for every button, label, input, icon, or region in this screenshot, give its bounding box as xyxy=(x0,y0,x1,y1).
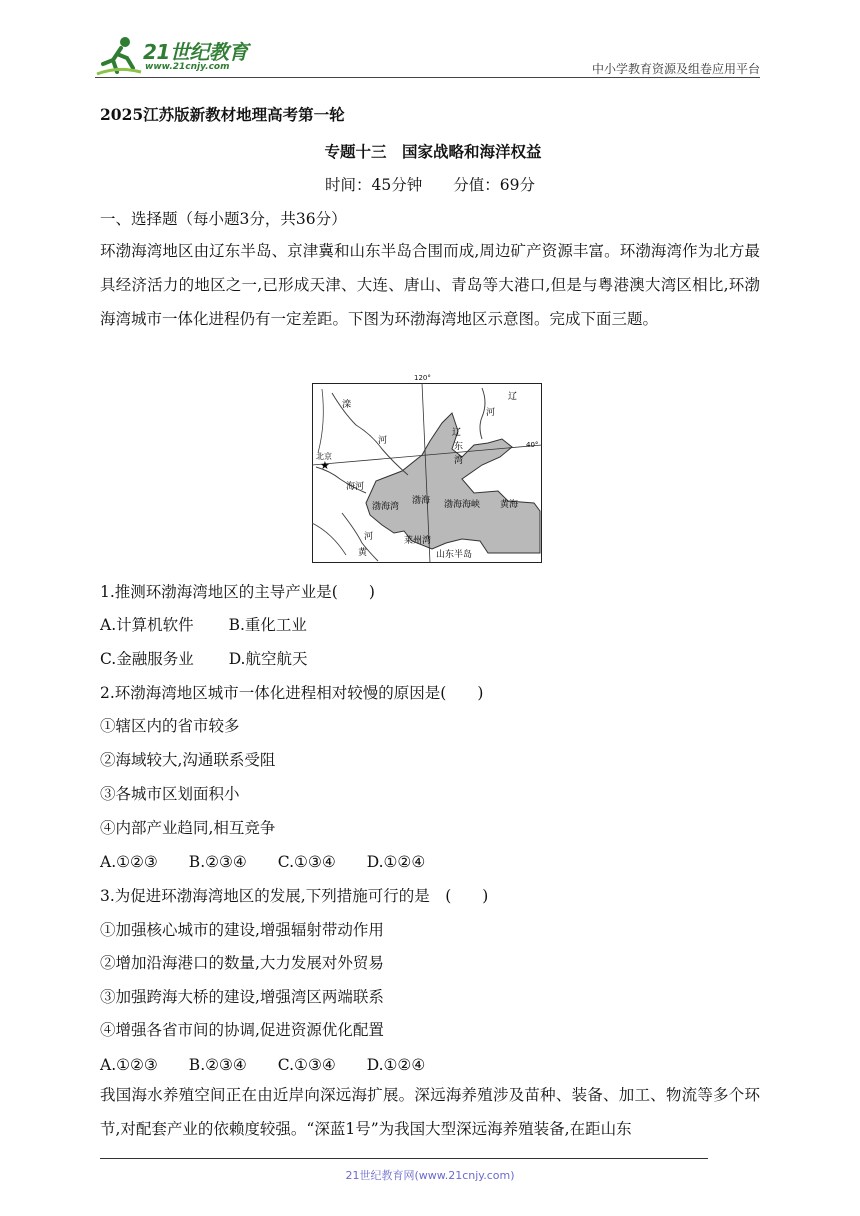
map-label: 山东半岛 xyxy=(436,550,473,560)
map-label: 东 xyxy=(454,442,464,452)
q2-statement-4: ④内部产业趋同,相互竞争 xyxy=(100,819,276,837)
map-label: 滦 xyxy=(342,400,352,410)
map-label: 黄海 xyxy=(500,500,519,510)
logo-url: www.21cnjy.com xyxy=(145,62,230,72)
q2-statement-3: ③各城市区划面积小 xyxy=(100,785,240,803)
map-label: 河 xyxy=(486,408,496,418)
map-label: 渤海海峡 xyxy=(444,500,481,510)
page-header xyxy=(95,30,760,80)
section-heading: 一、选择题（每小题3分，共36分） xyxy=(100,210,347,228)
intro-paragraph: 环渤海湾地区由辽东半岛、京津冀和山东半岛合围而成,周边矿产资源丰富。环渤海湾作为北方最具经济活力的地区之一,已形成天津、大连、唐山、青岛等大港口,但是与粤港澳大湾区相比,环渤海湾城市一体化进程仍有一定差距。下图为环渤海湾地区示意图。完成下面三题。 xyxy=(100,242,760,328)
q3-statement-3: ③加强跨海大桥的建设,增强湾区两端联系 xyxy=(100,988,384,1006)
q1-options-row1 xyxy=(100,613,307,635)
question-1: 1.推测环渤海湾地区的主导产业是( ) xyxy=(100,583,375,601)
map-label: 河 xyxy=(378,436,388,446)
next-passage: 我国海水养殖空间正在由近岸向深远海扩展。深远海养殖涉及苗种、装备、加工、物流等多个环节,对配套产业的依赖度较强。“深蓝1号”为我国大型深远海养殖装备,在距山东 xyxy=(100,1086,760,1138)
q3-options[interactable]: A.①②③ B.②③④ C.①③④ D.①②④ xyxy=(100,1056,426,1074)
platform-name: 中小学教育资源及组卷应用平台 xyxy=(591,62,760,76)
map-label: 湾 xyxy=(454,456,464,466)
q2-statement-1: ①辖区内的省市较多 xyxy=(100,717,240,735)
q2-options[interactable]: A.①②③ B.②③④ C.①③④ D.①②④ xyxy=(100,853,426,871)
q3-statement-2: ②增加沿海港口的数量,大力发展对外贸易 xyxy=(100,954,384,972)
header-divider xyxy=(95,77,760,78)
topic-title: 专题十三 国家战略和海洋权益 xyxy=(324,142,542,161)
runner-logo-icon xyxy=(95,34,143,78)
q2-statement-2: ②海域较大,沟通联系受阻 xyxy=(100,751,276,769)
map-label-beijing: 北京 xyxy=(316,452,332,461)
exam-meta: 时间：45分钟 分值：69分 xyxy=(325,176,535,194)
map-label: 渤海湾 xyxy=(372,502,400,512)
bohai-map xyxy=(312,374,542,563)
latitude-label: 40° xyxy=(526,441,539,449)
q1-options-row2 xyxy=(100,647,308,669)
logo-text: 21世纪教育 xyxy=(143,40,248,64)
footer-text[interactable]: 21世纪教育网(www.21cnjy.com) xyxy=(345,1169,515,1182)
map-label: 辽 xyxy=(452,428,462,438)
map-label: 辽 xyxy=(508,392,518,402)
map-label: 莱州湾 xyxy=(404,536,432,546)
q1-option-d[interactable]: D.航空航天 xyxy=(228,650,308,668)
map-label: 黄 xyxy=(358,548,368,558)
map-label: 河 xyxy=(364,532,374,542)
series-title: 2025江苏版新教材地理高考第一轮 xyxy=(100,105,345,124)
question-3: 3.为促进环渤海湾地区的发展,下列措施可行的是 ( ) xyxy=(100,887,489,905)
svg-text:★: ★ xyxy=(320,459,330,472)
question-2: 2.环渤海湾地区城市一体化进程相对较慢的原因是( ) xyxy=(100,684,484,702)
longitude-label: 120° xyxy=(414,374,431,382)
map-label: 海河 xyxy=(346,482,365,492)
logo xyxy=(95,34,265,78)
q1-option-a[interactable]: A.计算机软件 xyxy=(100,616,194,634)
footer-divider xyxy=(100,1158,708,1159)
q3-statement-1: ①加强核心城市的建设,增强辐射带动作用 xyxy=(100,921,384,939)
q1-option-c[interactable]: C.金融服务业 xyxy=(100,650,194,668)
map-label: 渤海 xyxy=(412,496,431,506)
q3-statement-4: ④增强各省市间的协调,促进资源优化配置 xyxy=(100,1021,384,1039)
q1-option-b[interactable]: B.重化工业 xyxy=(228,616,307,634)
